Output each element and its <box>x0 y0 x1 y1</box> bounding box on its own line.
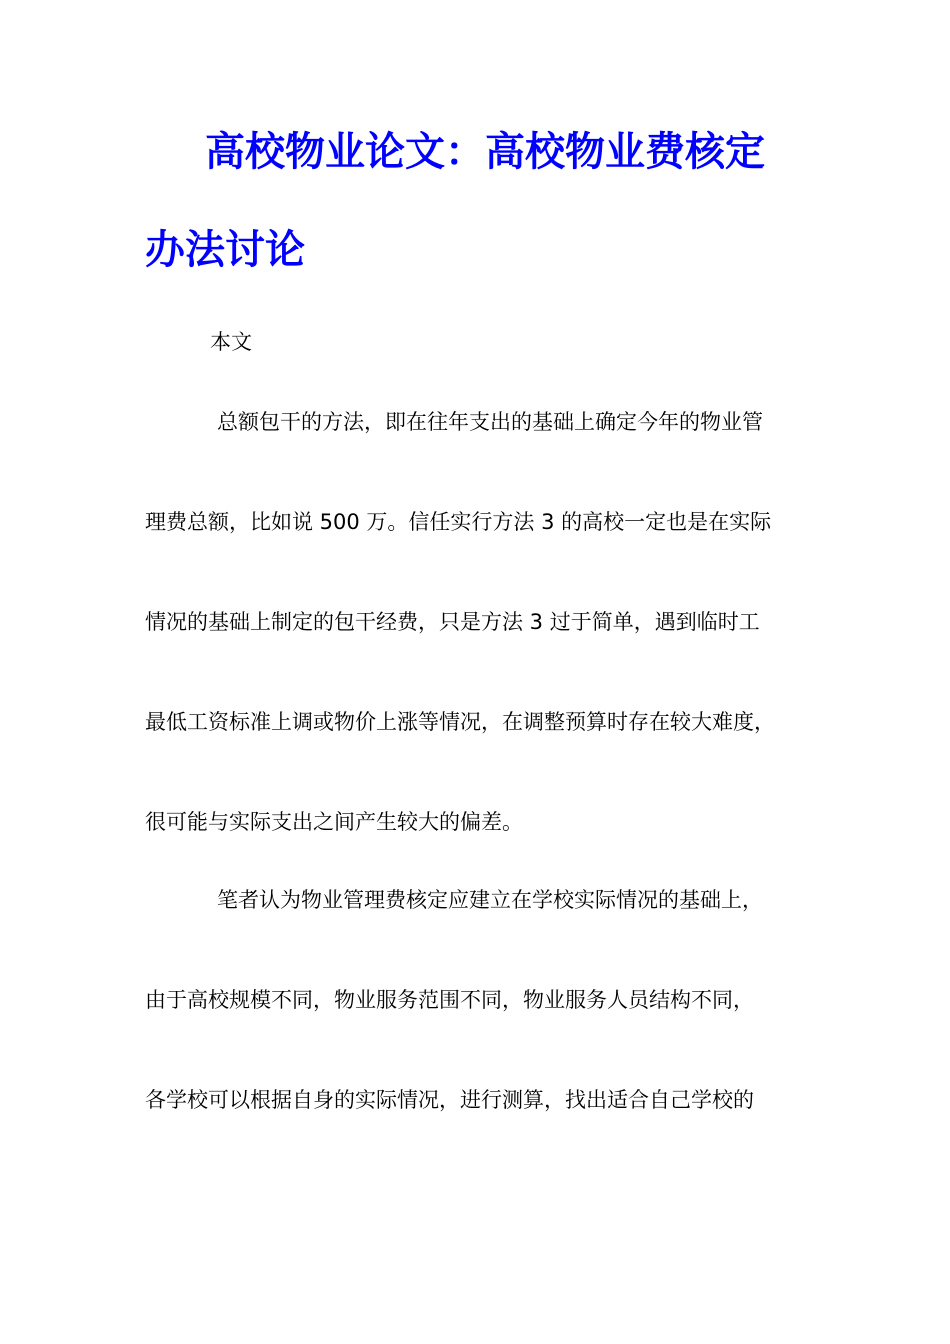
body-line: 情况的基础上制定的包干经费，只是方法 3 过于简单，遇到临时工 <box>145 610 760 634</box>
body-line: 很可能与实际支出之间产生较大的偏差。 <box>145 810 523 834</box>
document-title-line-2: 办法讨论 <box>145 226 305 273</box>
body-line: 总额包干的方法，即在往年支出的基础上确定今年的物业管 <box>217 410 763 434</box>
body-line: 最低工资标准上调或物价上涨等情况，在调整预算时存在较大难度， <box>145 710 775 734</box>
document-title-line-1: 高校物业论文：高校物业费核定 <box>205 128 765 175</box>
body-line: 理费总额，比如说 500 万。信任实行方法 3 的高校一定也是在实际 <box>145 510 772 534</box>
body-line: 各学校可以根据自身的实际情况，进行测算，找出适合自己学校的 <box>145 1088 754 1112</box>
body-line-intro: 本文 <box>210 330 252 354</box>
body-line: 笔者认为物业管理费核定应建立在学校实际情况的基础上， <box>217 888 763 912</box>
body-line: 由于高校规模不同，物业服务范围不同，物业服务人员结构不同， <box>145 988 754 1012</box>
